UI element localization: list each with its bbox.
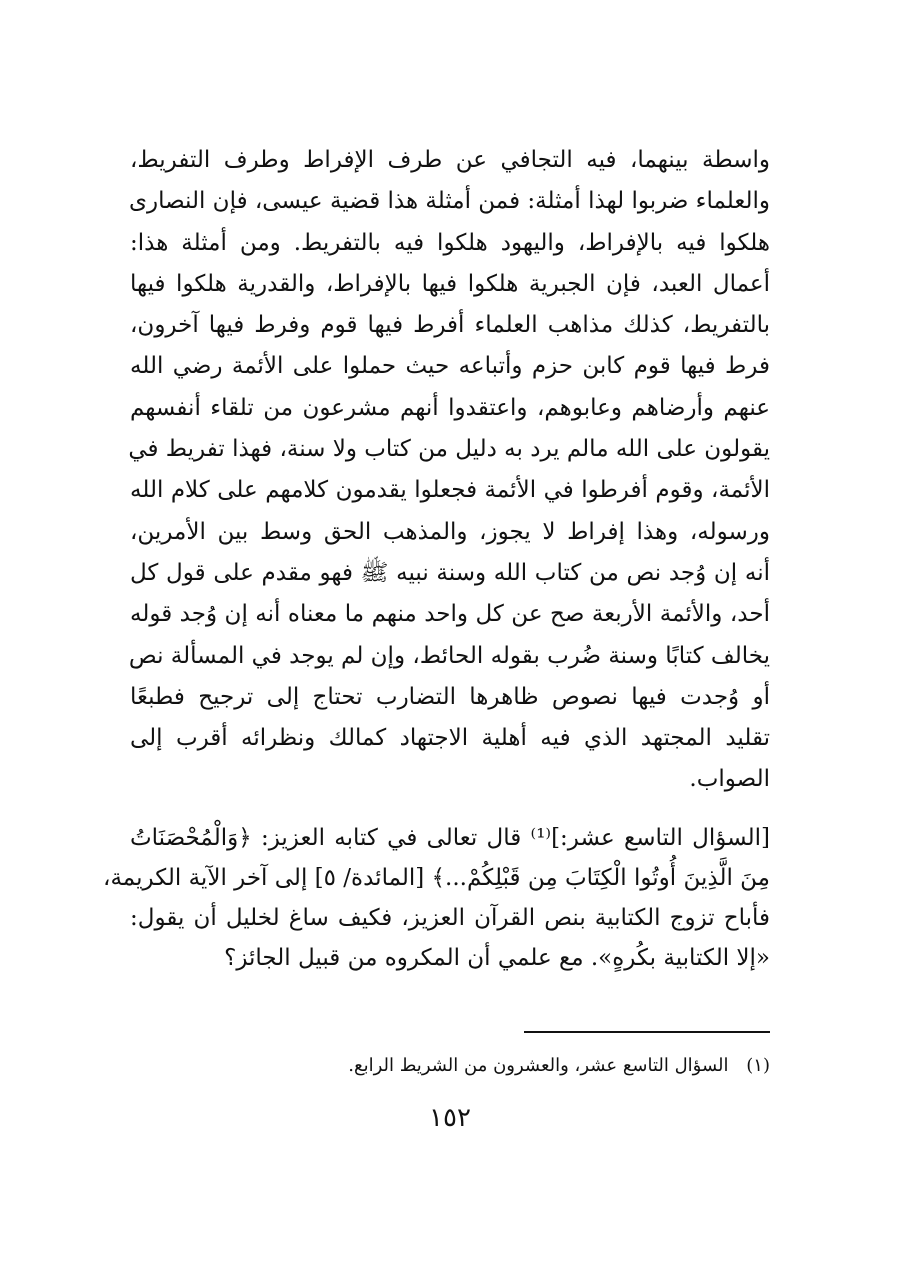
page-number: ١٥٢ — [429, 1103, 471, 1133]
question-line: مِنَ الَّذِينَ أُوتُوا الْكِتَابَ مِن قَبْلِكُمْ...﴾ [المائدة/ ٥] إلى آخر الآية الكريمة، — [103, 865, 770, 891]
paragraph-line: تقليد المجتهد الذي فيه أهلية الاجتهاد كمالك ونظرائه أقرب إلى — [130, 725, 770, 752]
main-paragraph — [130, 140, 770, 801]
question-line: فأباح تزوج الكتابية بنص القرآن العزيز، فكيف ساغ لخليل أن يقول: — [130, 905, 770, 931]
paragraph-line: بالتفريط، كذلك مذاهب العلماء أفرط فيها قوم وفرط فيها آخرون، — [130, 312, 771, 339]
footnote-text: السؤال التاسع عشر، والعشرون من الشريط الرابع. — [348, 1055, 729, 1076]
paragraph-line: ورسوله، وهذا إفراط لا يجوز، والمذهب الحق وسط بين الأمرين، — [130, 518, 770, 545]
paragraph-line: أحد، والأئمة الأربعة صح عن كل واحد منهم ما معناه أنه إن وُجد قوله — [130, 601, 770, 628]
paragraph-line: عنهم وأرضاهم وعابوهم، واعتقدوا أنهم مشرعون من تلقاء أنفسهم — [130, 394, 770, 421]
paragraph-line: الأئمة، وقوم أفرطوا في الأئمة فجعلوا يقدمون كلامهم على كلام الله — [130, 477, 770, 504]
paragraph-line: أعمال العبد، فإن الجبرية هلكوا فيها بالإفراط، والقدرية هلكوا فيها — [130, 270, 770, 297]
question-line: «إلا الكتابية بكُرهٍ». مع علمي أن المكروه من قبيل الجائز؟ — [224, 945, 770, 971]
question-line: [السؤال التاسع عشر:]⁽¹⁾ قال تعالى في كتابه العزيز: ﴿وَالْمُحْصَنَاتُ — [130, 825, 771, 851]
paragraph-line: يخالف كتابًا وسنة ضُرب بقوله الحائط، وإن لم يوجد في المسألة نص — [128, 642, 770, 669]
paragraph-line: أو وُجدت فيها نصوص ظاهرها التضارب تحتاج إلى ترجيح فطبعًا — [130, 683, 770, 710]
paragraph-line: أنه إن وُجد نص من كتاب الله وسنة نبيه ﷺ فهو مقدم على قول كل — [130, 559, 770, 586]
paragraph-line: واسطة بينهما، فيه التجافي عن طرف الإفراط وطرف التفريط، — [130, 147, 770, 173]
paragraph-line: يقولون على الله مالم يرد به دليل من كتاب ولا سنة، فهذا تفريط في — [128, 436, 770, 463]
paragraph-line: والعلماء ضربوا لهذا أمثلة: فمن أمثلة هذا قضية عيسى، فإن النصارى — [128, 188, 770, 215]
question-paragraph — [103, 818, 771, 978]
footnote-divider — [524, 1031, 770, 1033]
paragraph-line: هلكوا فيه بالإفراط، واليهود هلكوا فيه بالتفريط. ومن أمثلة هذا: — [130, 229, 770, 256]
paragraph-line: فرط فيها قوم كابن حزم وأتباعه حيث حملوا على الأئمة رضي الله — [130, 353, 770, 380]
footnote — [130, 1050, 770, 1082]
paragraph-line: الصواب. — [689, 766, 770, 793]
footnote-marker: (١) — [746, 1055, 770, 1076]
